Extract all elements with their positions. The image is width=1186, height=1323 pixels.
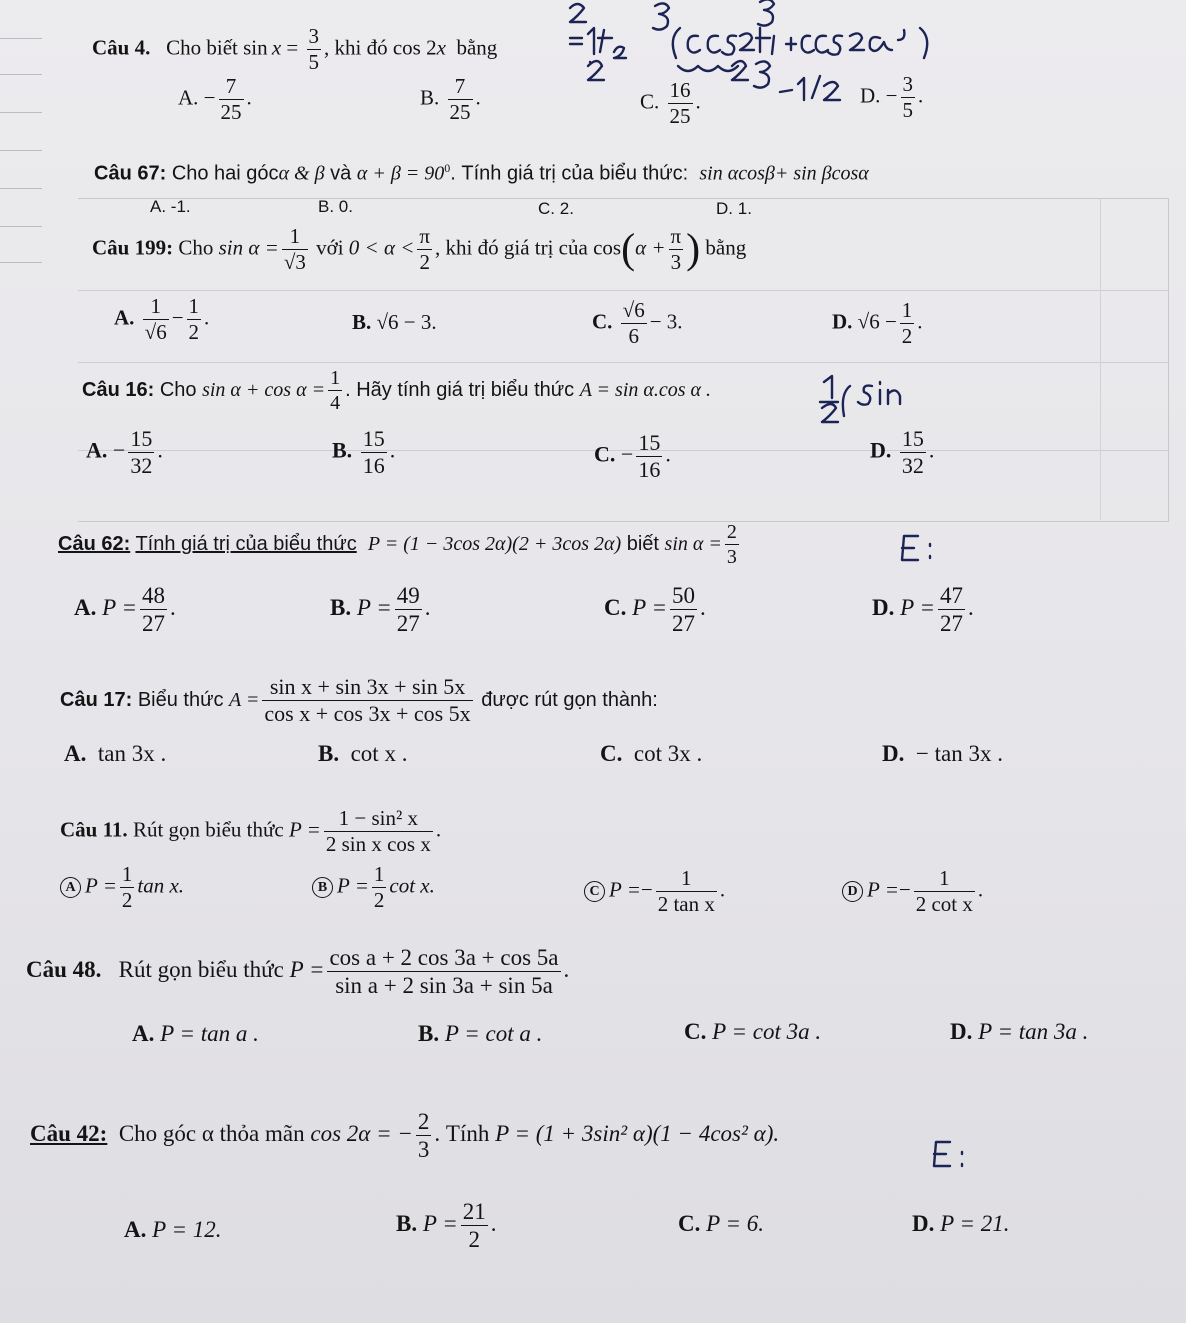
question-label: Câu 62:: [58, 532, 131, 555]
question-62: [58, 522, 742, 567]
math-text: .: [490, 1210, 497, 1236]
option-letter: C.: [640, 89, 660, 114]
question-text: bằng: [705, 235, 747, 260]
question-text: và: [330, 162, 352, 185]
math-text: tan x.: [137, 873, 185, 898]
option-d[interactable]: [950, 1020, 1088, 1043]
option-b[interactable]: [420, 76, 481, 123]
math-text: P =: [85, 873, 117, 898]
option-d[interactable]: [870, 428, 934, 477]
option-value: 1.: [737, 199, 752, 218]
option-letter: B.: [396, 1210, 418, 1236]
numerator: 1: [914, 868, 975, 892]
math-text: =: [286, 35, 299, 60]
question-text: Cho góc α thỏa mãn: [118, 1120, 305, 1146]
math-text: P =: [289, 956, 325, 982]
numerator: 15: [130, 426, 153, 451]
option-letter: B.: [420, 85, 440, 110]
fraction: [636, 432, 662, 481]
fraction: [219, 76, 244, 123]
math-text: cos: [593, 235, 622, 260]
math-text: sin: [243, 35, 268, 60]
math-text: P = (1 − 3cos 2α)(2 + 3cos 2α): [367, 532, 622, 555]
math-text: .: [389, 437, 396, 463]
option-a[interactable]: [60, 864, 184, 911]
math-text: P =: [102, 594, 138, 620]
question-label: Câu 4.: [92, 35, 151, 60]
option-letter: B.: [330, 594, 352, 620]
option-c[interactable]: [592, 300, 683, 347]
math-text: .: [204, 305, 210, 330]
math-text: .: [170, 594, 176, 620]
fraction: [670, 584, 697, 635]
option-letter: A.: [150, 197, 167, 216]
question-text: Cho hai góc: [171, 162, 279, 185]
question-text: . Hãy tính giá trị biểu thức: [345, 378, 575, 401]
math-text: .: [977, 877, 984, 902]
numerator: 48: [142, 583, 166, 608]
denominator: 2: [419, 250, 430, 274]
denominator: 25: [449, 100, 471, 124]
question-text: . Tính: [434, 1120, 490, 1146]
math-text: .: [475, 85, 481, 110]
option-value: cot 3x .: [633, 741, 703, 766]
option-value: 2.: [559, 199, 574, 218]
fraction: [324, 808, 433, 855]
numerator: 1 − sin² x: [324, 808, 433, 832]
numerator: 3: [902, 72, 914, 96]
math-text: .: [695, 89, 701, 114]
question-67: [94, 162, 869, 184]
question-text: được rút gọn thành:: [481, 688, 658, 711]
fraction: [448, 76, 473, 123]
option-a[interactable]: [150, 198, 191, 215]
numerator: 21: [462, 1199, 486, 1224]
question-label: Câu 199:: [92, 235, 174, 260]
denominator: 2: [188, 320, 200, 344]
fraction: [328, 368, 342, 413]
denominator: 27: [940, 611, 964, 636]
question-text: . Tính giá trị của biểu thức:: [450, 162, 689, 185]
option-value: P = tan a .: [160, 1021, 259, 1046]
question-17: [60, 676, 658, 725]
option-b[interactable]: [396, 1200, 497, 1251]
math-text: sin α =: [664, 532, 722, 555]
denominator: 25: [220, 100, 242, 124]
numerator: π: [670, 224, 682, 248]
denominator: 27: [672, 611, 696, 636]
option-a[interactable]: [64, 742, 166, 765]
question-text: , khi đó giá trị của: [435, 235, 588, 260]
numerator: 3: [308, 24, 320, 48]
option-c[interactable]: [678, 1212, 764, 1235]
denominator: 16: [362, 453, 385, 478]
math-text: .: [918, 83, 924, 108]
math-sign: −: [885, 83, 898, 108]
fraction: [725, 522, 739, 567]
option-letter: A.: [86, 437, 108, 463]
option-a[interactable]: [86, 428, 163, 477]
math-text: 0 < α <: [348, 235, 415, 260]
numerator: 2: [417, 1109, 430, 1134]
math-text: P =: [632, 594, 668, 620]
math-text: .: [719, 877, 726, 902]
fraction: [128, 428, 154, 477]
option-letter: B.: [318, 197, 335, 216]
math-var: x: [436, 35, 446, 60]
option-c[interactable]: [600, 742, 702, 765]
math-text: 0: [444, 161, 451, 175]
math-text: .: [665, 441, 671, 467]
question-42: [30, 1110, 779, 1161]
fraction: [938, 584, 965, 635]
option-b[interactable]: [418, 1022, 542, 1045]
fraction: [187, 296, 202, 343]
denominator: 6: [628, 324, 639, 348]
option-letter: C: [584, 881, 605, 902]
option-letter: B: [312, 877, 333, 898]
fraction: [372, 864, 387, 911]
question-text: biết: [626, 532, 659, 555]
handwritten-annotation: [560, 0, 960, 110]
question-text: Cho: [178, 235, 214, 260]
question-label: Câu 48.: [26, 956, 102, 982]
fraction: [262, 676, 472, 725]
fraction: [395, 584, 422, 635]
fraction: [656, 868, 717, 915]
option-letter: D.: [716, 199, 733, 218]
question-4: [92, 26, 497, 73]
math-text: .: [917, 309, 923, 334]
option-b[interactable]: [352, 312, 437, 333]
option-a[interactable]: [132, 1022, 259, 1045]
denominator: √6: [144, 320, 167, 344]
math-sign: −: [112, 437, 126, 463]
option-letter: C.: [678, 1211, 701, 1236]
math-text: P =: [356, 594, 392, 620]
question-text: bằng: [456, 35, 498, 60]
option-d[interactable]: [842, 868, 983, 915]
numerator: 1: [188, 294, 200, 318]
math-text: P = (1 + 3sin² α)(1 − 4cos² α).: [495, 1120, 780, 1146]
numerator: 15: [638, 430, 661, 455]
numerator: 49: [396, 583, 420, 608]
option-a[interactable]: [74, 584, 176, 635]
math-var: x: [271, 35, 282, 60]
math-text: .: [968, 594, 974, 620]
numerator: π: [419, 224, 431, 248]
math-text: − 3.: [649, 309, 683, 334]
denominator: 25: [669, 104, 691, 128]
math-text: P =: [288, 817, 321, 842]
option-c[interactable]: [538, 200, 574, 217]
math-text: .: [157, 437, 163, 463]
option-letter: B.: [318, 741, 340, 766]
fraction: [416, 1110, 432, 1161]
denominator: 2 cot x: [915, 892, 973, 916]
question-199: [92, 226, 746, 273]
numerator: 1: [330, 367, 341, 389]
option-letter: D.: [860, 83, 881, 108]
math-text: cos 2α = −: [310, 1120, 413, 1146]
paren: (: [621, 226, 636, 273]
math-text: sin αcosβ+ sin βcosα: [699, 162, 869, 185]
option-letter: B.: [418, 1021, 440, 1046]
numerator: 7: [448, 76, 473, 100]
option-c[interactable]: [594, 432, 671, 481]
math-text: .: [700, 594, 706, 620]
math-text: A =: [229, 688, 260, 711]
handwritten-annotation: [816, 372, 926, 432]
option-b[interactable]: [318, 742, 407, 765]
math-text: P =: [337, 873, 369, 898]
numerator: 15: [362, 426, 385, 451]
option-d[interactable]: [832, 300, 923, 347]
fraction: [327, 946, 560, 997]
numerator: 15: [901, 426, 924, 451]
question-11: [60, 808, 441, 855]
math-sign: −: [898, 877, 911, 902]
fraction: [307, 26, 322, 73]
option-value: cot x .: [350, 741, 408, 766]
option-value: -1.: [170, 197, 191, 216]
option-letter: D.: [950, 1019, 973, 1044]
question-label: Câu 42:: [30, 1120, 108, 1146]
option-value: 0.: [338, 197, 353, 216]
option-letter: C.: [684, 1019, 707, 1044]
option-letter: A.: [124, 1217, 147, 1242]
denominator: 5: [902, 98, 914, 122]
option-letter: B.: [352, 310, 372, 334]
math-text: .: [928, 437, 935, 463]
option-letter: A.: [114, 305, 135, 330]
option-b[interactable]: [312, 864, 435, 911]
numerator: cos a + 2 cos 3a + cos 5a: [329, 945, 559, 970]
denominator: sin a + 2 sin 3a + sin 5a: [335, 973, 553, 998]
denominator: 3: [726, 546, 737, 568]
fraction: [621, 300, 647, 347]
math-text: sin α + cos α =: [202, 378, 326, 401]
numerator: 1: [121, 862, 133, 886]
denominator: 5: [308, 50, 320, 74]
denominator: cos x + cos 3x + cos 5x: [264, 701, 471, 726]
option-c[interactable]: [684, 1020, 821, 1043]
question-label: Câu 67:: [94, 162, 167, 185]
option-value: P = 21.: [940, 1211, 1010, 1236]
numerator: 1: [143, 296, 169, 320]
numerator: 47: [940, 583, 964, 608]
option-value: tan 3x .: [97, 741, 167, 766]
math-text: .: [424, 594, 431, 620]
fraction: [461, 1200, 488, 1251]
denominator: 32: [130, 453, 153, 478]
option-letter: D.: [832, 309, 853, 334]
option-letter: C.: [592, 309, 613, 334]
option-a[interactable]: [178, 76, 252, 123]
denominator: 4: [330, 392, 341, 414]
math-text: .: [435, 817, 442, 842]
numerator: 50: [672, 583, 696, 608]
math-text: P =: [867, 877, 899, 902]
option-value: P = 6.: [706, 1211, 765, 1236]
option-letter: D.: [882, 741, 905, 766]
denominator: 2: [373, 888, 385, 912]
fraction: [361, 428, 387, 477]
numerator: √6: [622, 298, 645, 322]
math-text: A = sin α.cos α .: [579, 378, 712, 401]
question-text: Tính giá trị của biểu thức: [135, 532, 357, 555]
denominator: 2: [468, 1227, 480, 1252]
option-b[interactable]: [318, 198, 353, 215]
option-b[interactable]: [332, 428, 395, 477]
numerator: 1: [901, 298, 913, 322]
fraction: [417, 226, 432, 273]
fraction: [140, 584, 167, 635]
math-sign: −: [640, 877, 653, 902]
option-letter: D.: [872, 594, 895, 620]
option-letter: C.: [594, 441, 616, 467]
option-letter: C.: [604, 594, 627, 620]
option-letter: D.: [870, 437, 892, 463]
math-text: cos 2: [392, 35, 437, 60]
option-letter: C.: [538, 199, 555, 218]
option-letter: B.: [332, 437, 353, 463]
question-label: Câu 11.: [60, 817, 128, 842]
option-value: − tan 3x .: [915, 741, 1003, 766]
denominator: 32: [901, 453, 924, 478]
option-letter: A.: [74, 594, 97, 620]
math-text: P =: [609, 877, 641, 902]
denominator: 3: [417, 1137, 430, 1162]
option-value: P = 12.: [152, 1217, 222, 1242]
math-text: α +: [635, 235, 666, 260]
option-d[interactable]: [912, 1212, 1010, 1235]
option-value: P = tan 3a .: [978, 1019, 1089, 1044]
question-text: Rút gọn biểu thức: [132, 817, 284, 842]
denominator: 2 sin x cos x: [325, 832, 431, 856]
option-letter: A.: [132, 1021, 155, 1046]
denominator: 2 tan x: [657, 892, 715, 916]
question-text: Rút gọn biểu thức: [118, 956, 284, 982]
question-text: với: [316, 235, 344, 260]
numerator: 2: [726, 521, 737, 543]
option-letter: A.: [178, 85, 199, 110]
denominator: 27: [396, 611, 420, 636]
fraction: [282, 226, 308, 273]
denominator: 2: [901, 324, 913, 348]
option-letter: A.: [64, 741, 87, 766]
question-text: , khi đó: [324, 35, 388, 60]
numerator: 1: [373, 862, 385, 886]
handwritten-annotation: [896, 530, 946, 566]
question-text: Cho biết: [166, 35, 238, 60]
numerator: sin x + sin 3x + sin 5x: [262, 676, 472, 701]
option-value: √6 − 3.: [376, 310, 437, 334]
denominator: 2: [121, 888, 133, 912]
math-text: .: [563, 956, 570, 982]
denominator: 3: [670, 250, 682, 274]
fraction: [120, 864, 135, 911]
math-text: α + β = 90: [356, 162, 445, 185]
option-letter: D.: [912, 1211, 935, 1236]
fraction: [900, 428, 926, 477]
math-sign: −: [203, 85, 216, 110]
math-sign: −: [171, 305, 184, 330]
paren: ): [686, 226, 701, 273]
math-sign: −: [620, 441, 634, 467]
question-text: Biểu thức: [137, 688, 224, 711]
math-text: sin α =: [218, 235, 279, 260]
option-d[interactable]: [716, 200, 752, 217]
question-text: Cho: [159, 378, 197, 401]
math-text: .: [246, 85, 252, 110]
option-c[interactable]: [584, 868, 725, 915]
option-a[interactable]: [114, 296, 209, 343]
numerator: 1: [282, 226, 308, 250]
math-text: P =: [422, 1210, 458, 1236]
denominator: 27: [142, 611, 166, 636]
fraction: [900, 300, 915, 347]
option-a[interactable]: [124, 1218, 222, 1241]
question-label: Câu 17:: [60, 688, 133, 711]
option-d[interactable]: [872, 584, 974, 635]
handwritten-annotation: [928, 1136, 978, 1176]
math-text: P =: [900, 594, 936, 620]
option-letter: C.: [600, 741, 623, 766]
option-letter: D: [842, 881, 863, 902]
fraction: [143, 296, 169, 343]
math-text: √6 −: [857, 309, 897, 334]
option-d[interactable]: [882, 742, 1003, 765]
option-c[interactable]: [604, 584, 706, 635]
fraction: [669, 226, 684, 273]
option-value: P = cot a .: [444, 1021, 543, 1046]
math-text: cot x.: [389, 873, 435, 898]
option-value: P = cot 3a .: [712, 1019, 822, 1044]
denominator: 16: [638, 457, 661, 482]
question-label: Câu 16:: [82, 378, 155, 401]
numerator: 7: [219, 76, 244, 100]
question-16: [82, 368, 711, 413]
option-b[interactable]: [330, 584, 431, 635]
numerator: 1: [656, 868, 717, 892]
question-48: [26, 946, 569, 997]
denominator: √3: [283, 250, 306, 274]
numerator: 16: [669, 78, 691, 102]
fraction: [914, 868, 975, 915]
math-text: α & β: [278, 162, 325, 185]
option-letter: A: [60, 877, 81, 898]
